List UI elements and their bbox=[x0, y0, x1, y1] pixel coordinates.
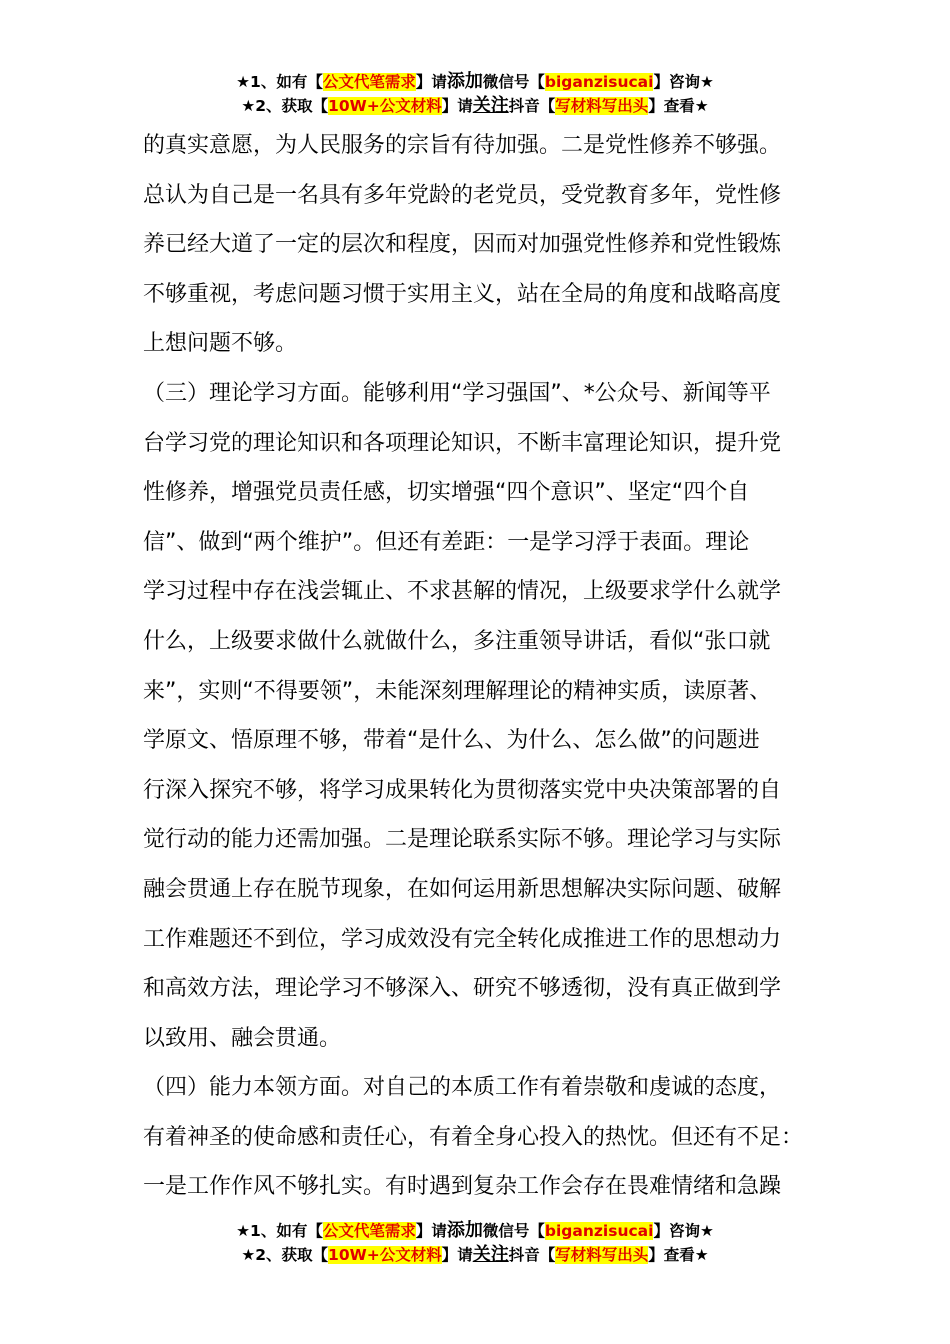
bottom-banner bbox=[0, 1219, 950, 1267]
highlight-douyin-account: 写材料写出头 bbox=[555, 1246, 649, 1264]
body-line: 一是工作作风不够扎实。有时遇到复杂工作会存在畏难情绪和急躁 bbox=[143, 1174, 782, 1200]
body-line: 觉行动的能力还需加强。二是理论联系实际不够。理论学习与实际 bbox=[143, 827, 782, 853]
star-icon: ★ bbox=[241, 97, 256, 115]
body-line: 行深入探究不够，将学习成果转化为贯彻落实党中央决策部署的自 bbox=[143, 777, 782, 803]
body-line: 融会贯通上存在脱节现象，在如何运用新思想解决实际问题、破解 bbox=[143, 876, 782, 902]
highlight-wechat-id: biganzisucai bbox=[544, 1222, 654, 1240]
document-body bbox=[143, 121, 833, 1212]
body-line: 和高效方法，理论学习不够深入、研究不够透彻，没有真正做到学 bbox=[143, 976, 782, 1002]
body-line: 养已经大道了一定的层次和程度，因而对加强党性修养和党性锻炼 bbox=[143, 232, 782, 258]
body-line: 什么，上级要求做什么就做什么，多注重领导讲话，看似“张口就 bbox=[143, 628, 771, 654]
body-line: 有着神圣的使命感和责任心，有着全身心投入的热忱。但还有不足： bbox=[143, 1124, 804, 1150]
star-icon: ★ bbox=[236, 73, 251, 91]
highlight-writing-service: 公文代笔需求 bbox=[322, 73, 416, 91]
star-icon: ★ bbox=[236, 1222, 251, 1240]
star-icon: ★ bbox=[241, 1246, 256, 1264]
body-line: 学原文、悟原理不够，带着“是什么、为什么、怎么做”的问题进 bbox=[143, 728, 760, 754]
body-line: 来”，实则“不得要领”，未能深刻理解理论的精神实质，读原著、 bbox=[143, 678, 772, 704]
body-line: 的真实意愿，为人民服务的宗旨有待加强。二是党性修养不够强。 bbox=[143, 133, 782, 158]
section-heading-ability: （四）能力本领方面。对自己的本质工作有着崇敬和虔诚的态度， bbox=[143, 1075, 782, 1101]
highlight-materials: 10W+公文材料 bbox=[328, 97, 442, 115]
highlight-writing-service: 公文代笔需求 bbox=[322, 1222, 416, 1240]
banner-line-2: ★2、获取【10W+公文材料】请关注抖音【写材料写出头】查看★ bbox=[241, 1244, 709, 1265]
banner-line-1: ★1、如有【公文代笔需求】请添加微信号【biganzisucai】咨询★ bbox=[236, 71, 714, 92]
banner-line-1: ★1、如有【公文代笔需求】请添加微信号【biganzisucai】咨询★ bbox=[236, 1220, 714, 1241]
highlight-wechat-id: biganzisucai bbox=[544, 73, 654, 91]
body-line: 不够重视，考虑问题习惯于实用主义，站在全局的角度和战略高度 bbox=[143, 281, 782, 307]
body-line: 上想问题不够。 bbox=[143, 331, 298, 357]
body-line: 台学习党的理论知识和各项理论知识，不断丰富理论知识，提升党 bbox=[143, 430, 782, 456]
body-line: 信”、做到“两个维护”。但还有差距：一是学习浮于表面。理论 bbox=[143, 529, 750, 555]
banner-line-2: ★2、获取【10W+公文材料】请关注抖音【写材料写出头】查看★ bbox=[241, 95, 709, 116]
highlight-materials: 10W+公文材料 bbox=[328, 1246, 442, 1264]
body-line: 性修养，增强党员责任感，切实增强“四个意识”、坚定“四个自 bbox=[143, 480, 750, 506]
section-heading-theory: （三）理论学习方面。能够利用“学习强国”、*公众号、新闻等平 bbox=[143, 380, 771, 406]
body-line: 学习过程中存在浅尝辄止、不求甚解的情况，上级要求学什么就学 bbox=[143, 579, 782, 605]
body-line: 以致用、融会贯通。 bbox=[143, 1025, 342, 1051]
body-line: 工作难题还不到位，学习成效没有完全转化成推进工作的思想动力 bbox=[143, 926, 782, 952]
highlight-douyin-account: 写材料写出头 bbox=[555, 97, 649, 115]
top-banner bbox=[0, 70, 950, 118]
body-line: 总认为自己是一名具有多年党龄的老党员，受党教育多年，党性修 bbox=[143, 182, 782, 208]
